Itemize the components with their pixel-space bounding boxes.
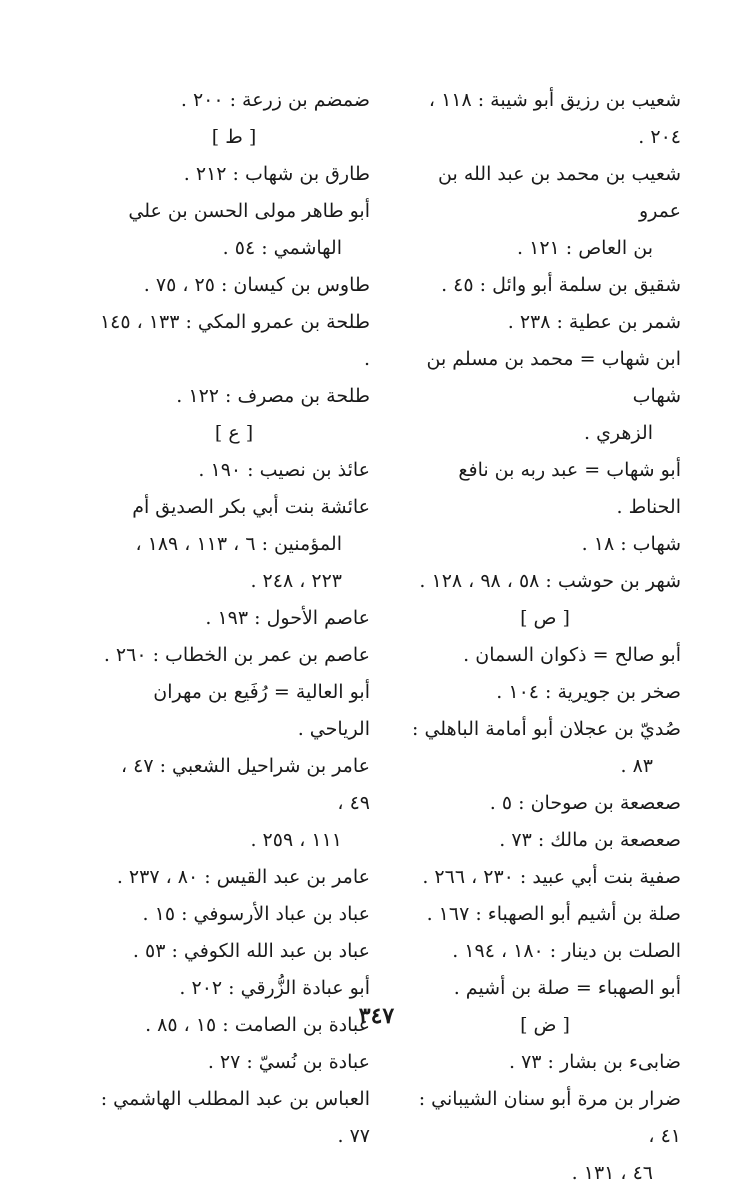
- index-entry-continuation: الزهري .: [583, 422, 653, 444]
- index-entry-continuation: ٨٣ .: [620, 755, 653, 777]
- letter-heading: [ ص ]: [520, 607, 570, 629]
- index-entry: عائشة بنت أبي بكر الصديق أم: [132, 496, 370, 518]
- index-entry: عبادة بن نُسيّ : ٢٧ .: [207, 1051, 370, 1073]
- letter-heading: [ ط ]: [211, 126, 257, 148]
- index-entry: عائذ بن نصيب : ١٩٠ .: [198, 459, 370, 481]
- index-entry: شهر بن حوشب : ٥٨ ، ٩٨ ، ١٢٨ .: [419, 570, 681, 592]
- index-entry: صخر بن جويرية : ١٠٤ .: [496, 681, 681, 703]
- index-entry: طاوس بن كيسان : ٢٥ ، ٧٥ .: [143, 274, 370, 296]
- index-entry: شعيب بن محمد بن عبد الله بن عمرو: [438, 163, 681, 222]
- letter-heading: [ ع ]: [214, 422, 254, 444]
- index-entry: عاصم بن عمر بن الخطاب : ٢٦٠ .: [103, 644, 370, 666]
- index-entry: شعيب بن رزيق أبو شيبة : ١١٨ ، ٢٠٤ .: [428, 89, 681, 148]
- index-entry: صُديّ بن عجلان أبو أمامة الباهلي :: [412, 718, 681, 740]
- index-entry-continuation: المؤمنين : ٦ ، ١١٣ ، ١٨٩ ،: [135, 533, 342, 555]
- index-entry: عامر بن شراحيل الشعبي : ٤٧ ، ٤٩ ،: [120, 755, 370, 814]
- index-entry: أبو طاهر مولى الحسن بن علي: [128, 200, 370, 222]
- index-entry: ضابىء بن بشار : ٧٣ .: [508, 1051, 681, 1073]
- index-entry: طلحة بن عمرو المكي : ١٣٣ ، ١٤٥ .: [99, 311, 370, 370]
- index-entry: عبادة بن الصامت : ١٥ ، ٨٥ .: [145, 1014, 370, 1036]
- index-entry: صفية بنت أبي عبيد : ٢٣٠ ، ٢٦٦ .: [422, 866, 681, 888]
- index-entry: عامر بن عبد القيس : ٨٠ ، ٢٣٧ .: [116, 866, 370, 888]
- index-entry: شقيق بن سلمة أبو وائل : ٤٥ .: [441, 274, 681, 296]
- index-entry: طارق بن شهاب : ٢١٢ .: [183, 163, 370, 185]
- index-entry: طلحة بن مصرف : ١٢٢ .: [176, 385, 370, 407]
- index-entry: ضمضم بن زرعة : ٢٠٠ .: [180, 89, 370, 111]
- index-entry-continuation: ١١١ ، ٢٥٩ .: [250, 829, 342, 851]
- index-entry: صعصعة بن صوحان : ٥ .: [489, 792, 681, 814]
- index-entry: الصلت بن دينار : ١٨٠ ، ١٩٤ .: [452, 940, 681, 962]
- index-entry: أبو العالية = رُفَيع بن مهران الرياحي .: [153, 681, 370, 740]
- index-entry-continuation: الهاشمي : ٥٤ .: [222, 237, 342, 259]
- index-entry: أبو الصهباء = صلة بن أشيم .: [453, 977, 681, 999]
- index-entry: شهاب : ١٨ .: [581, 533, 681, 555]
- page-number: ٣٤٧: [358, 1003, 395, 1029]
- index-entry: أبو عبادة الزُّرقي : ٢٠٢ .: [179, 977, 370, 999]
- letter-heading: [ ض ]: [520, 1014, 570, 1036]
- index-entry: عباد بن عبد الله الكوفي : ٥٣ .: [132, 940, 370, 962]
- index-entry-continuation: ٤٦ ، ١٣١ .: [571, 1162, 653, 1184]
- index-entry: ضرار بن مرة أبو سنان الشيباني : ٤١ ،: [418, 1088, 681, 1147]
- index-entry-continuation: ٢٢٣ ، ٢٤٨ .: [250, 570, 342, 592]
- index-entry: شمر بن عطية : ٢٣٨ .: [507, 311, 681, 333]
- index-entry: صعصعة بن مالك : ٧٣ .: [499, 829, 681, 851]
- index-entry-continuation: بن العاص : ١٢١ .: [517, 237, 653, 259]
- index-entry: صلة بن أشيم أبو الصهباء : ١٦٧ .: [426, 903, 681, 925]
- index-entry: عباد بن عباد الأرسوفي : ١٥ .: [142, 903, 370, 925]
- index-column-left: [98, 82, 370, 1155]
- index-entry: أبو صالح = ذكوان السمان .: [463, 644, 681, 666]
- index-entry: العباس بن عبد المطلب الهاشمي : ٧٧ .: [100, 1088, 370, 1147]
- index-entry: عاصم الأحول : ١٩٣ .: [205, 607, 370, 629]
- index-entry: أبو شهاب = عبد ربه بن نافع الحناط .: [458, 459, 681, 518]
- index-entry: ابن شهاب = محمد بن مسلم بن شهاب: [426, 348, 681, 407]
